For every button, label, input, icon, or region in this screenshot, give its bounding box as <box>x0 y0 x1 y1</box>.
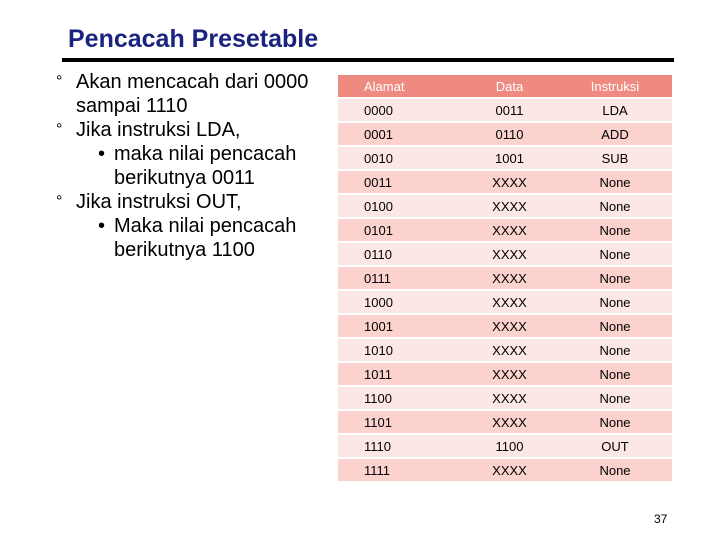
cell-data: XXXX <box>461 219 558 241</box>
sub-bullet-item <box>56 214 336 262</box>
header-cell-data: Data <box>461 75 558 97</box>
bullet-text: Maka nilai pencacah <box>114 215 297 237</box>
cell-alamat: 0100 <box>338 195 461 217</box>
cell-data: 1100 <box>461 435 558 457</box>
cell-alamat: 0000 <box>338 99 461 121</box>
cell-data: XXXX <box>461 171 558 193</box>
table-row <box>338 459 672 481</box>
cell-instruksi: OUT <box>558 435 672 457</box>
cell-data: 1001 <box>461 147 558 169</box>
bullet-text: berikutnya 0011 <box>114 167 255 189</box>
cell-data: XXXX <box>461 243 558 265</box>
table-row <box>338 291 672 313</box>
header-cell-instruksi: Instruksi <box>558 75 672 97</box>
table-row <box>338 315 672 337</box>
table-row <box>338 147 672 169</box>
cell-data: XXXX <box>461 411 558 433</box>
cell-alamat: 1000 <box>338 291 461 313</box>
table-row <box>338 435 672 457</box>
bullet-list <box>56 70 336 262</box>
cell-data: XXXX <box>461 459 558 481</box>
cell-alamat: 1010 <box>338 339 461 361</box>
cell-alamat: 0011 <box>338 171 461 193</box>
bullet-text: Jika instruksi OUT, <box>76 191 242 213</box>
cell-instruksi: None <box>558 411 672 433</box>
cell-data: XXXX <box>461 195 558 217</box>
cell-alamat: 0101 <box>338 219 461 241</box>
cell-alamat: 0110 <box>338 243 461 265</box>
cell-alamat: 0010 <box>338 147 461 169</box>
cell-instruksi: SUB <box>558 147 672 169</box>
cell-data: 0011 <box>461 99 558 121</box>
sub-bullet-item <box>56 142 336 190</box>
bullet-text: Akan mencacah dari 0000 <box>76 71 309 93</box>
bullet-item <box>56 118 336 142</box>
table-row <box>338 243 672 265</box>
cell-instruksi: None <box>558 459 672 481</box>
bullet-marker: • <box>98 143 106 165</box>
memory-table <box>338 73 672 483</box>
cell-data: XXXX <box>461 315 558 337</box>
bullet-marker: ° <box>56 121 63 138</box>
cell-instruksi: None <box>558 243 672 265</box>
bullet-text: Jika instruksi LDA, <box>76 119 241 141</box>
cell-alamat: 0001 <box>338 123 461 145</box>
title-underline <box>62 58 674 62</box>
cell-alamat: 1100 <box>338 387 461 409</box>
table-row <box>338 195 672 217</box>
page-number: 37 <box>654 512 668 526</box>
bullet-marker: • <box>98 215 106 237</box>
table-row <box>338 267 672 289</box>
bullet-text: berikutnya 1100 <box>114 239 255 261</box>
cell-data: XXXX <box>461 291 558 313</box>
cell-instruksi: LDA <box>558 99 672 121</box>
cell-data: XXXX <box>461 387 558 409</box>
table-row <box>338 387 672 409</box>
table-row <box>338 339 672 361</box>
cell-data: XXXX <box>461 339 558 361</box>
cell-instruksi: None <box>558 195 672 217</box>
table-row <box>338 411 672 433</box>
cell-alamat: 1001 <box>338 315 461 337</box>
bullet-text: maka nilai pencacah <box>114 143 297 165</box>
table-row <box>338 99 672 121</box>
bullet-item <box>56 70 336 118</box>
header-cell-alamat: Alamat <box>338 75 461 97</box>
cell-data: XXXX <box>461 267 558 289</box>
cell-instruksi: None <box>558 315 672 337</box>
table-row <box>338 171 672 193</box>
cell-instruksi: None <box>558 267 672 289</box>
cell-instruksi: None <box>558 171 672 193</box>
table-row <box>338 219 672 241</box>
cell-alamat: 1101 <box>338 411 461 433</box>
bullet-text: sampai 1110 <box>76 95 188 117</box>
table-header-row <box>338 75 672 97</box>
cell-data: 0110 <box>461 123 558 145</box>
cell-alamat: 1110 <box>338 435 461 457</box>
table-row <box>338 363 672 385</box>
cell-data: XXXX <box>461 363 558 385</box>
cell-alamat: 1111 <box>338 459 461 481</box>
bullet-item <box>56 190 336 214</box>
bullet-marker: ° <box>56 73 63 90</box>
cell-instruksi: ADD <box>558 123 672 145</box>
cell-instruksi: None <box>558 339 672 361</box>
cell-instruksi: None <box>558 291 672 313</box>
cell-alamat: 1011 <box>338 363 461 385</box>
cell-instruksi: None <box>558 219 672 241</box>
cell-alamat: 0111 <box>338 267 461 289</box>
cell-instruksi: None <box>558 387 672 409</box>
slide-title: Pencacah Presetable <box>68 25 319 53</box>
table-row <box>338 123 672 145</box>
bullet-marker: ° <box>56 193 63 210</box>
cell-instruksi: None <box>558 363 672 385</box>
